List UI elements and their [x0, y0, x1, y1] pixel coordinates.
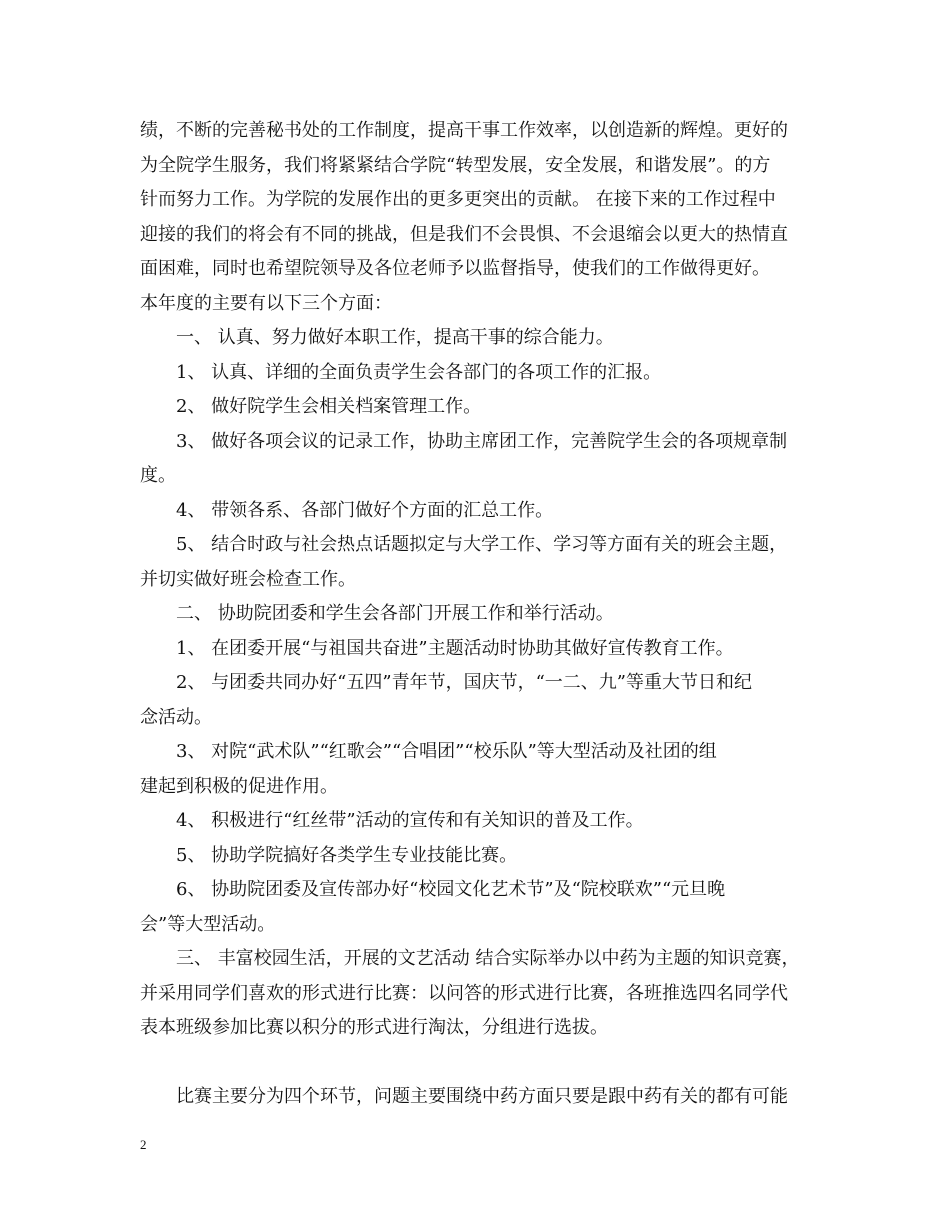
- text-line: 2、 做好院学生会相关档案管理工作。: [176, 396, 482, 417]
- text-line: 1、 认真、详细的全面负责学生会各部门的各项工作的汇报。: [176, 361, 662, 383]
- page-number: 2: [140, 1137, 147, 1152]
- text-line: 4、 带领各系、各部门做好个方面的汇总工作。: [176, 499, 554, 521]
- text-line: 二、 协助院团委和学生会各部门开展工作和举行活动。: [176, 603, 614, 624]
- text-line: 并采用同学们喜欢的形式进行比赛：以问答的形式进行比赛，各班推选四名同学代: [140, 982, 788, 1004]
- text-line: 表本班级参加比赛以积分的形式进行淘汰，分组进行选拔。: [140, 1017, 608, 1038]
- paragraph-spacer: [140, 1046, 820, 1081]
- text-line: 5、 结合时政与社会热点话题拟定与大学工作、学习等方面有关的班会主题，: [176, 534, 788, 555]
- text-line: 并切实做好班会检查工作。: [140, 568, 356, 590]
- text-line: 4、 积极进行“红丝带”活动的宣传和有关知识的普及工作。: [176, 810, 644, 831]
- text-line: 为全院学生服务，我们将紧紧结合学院“转型发展，安全发展，和谐发展”。的方: [140, 154, 771, 176]
- text-line: 1、 在团委开展“与祖国共奋进”主题活动时协助其做好宣传教育工作。: [176, 637, 734, 659]
- text-line: 针而努力工作。为学院的发展作出的更多更突出的贡献。 在接下来的工作过程中: [140, 189, 776, 210]
- text-line: 6、 协助院团委及宣传部办好“校园文化艺术节”及“院校联欢”“元旦晚: [176, 879, 726, 900]
- body-text: [140, 114, 820, 1115]
- text-line: 比赛主要分为四个环节，问题主要围绕中药方面只要是跟中药有关的都有可能: [176, 1086, 788, 1107]
- text-line: 本年度的主要有以下三个方面：: [140, 292, 392, 314]
- text-line: 2、 与团委共同办好“五四”青年节，国庆节，“一二、九”等重大节日和纪: [176, 672, 752, 693]
- text-line: 建起到积极的促进作用。: [140, 775, 338, 797]
- text-line: 迎接的我们的将会有不同的挑战，但是我们不会畏惧、不会退缩会以更大的热情直: [140, 223, 788, 245]
- text-line: 会”等大型活动。: [140, 913, 276, 935]
- text-line: 三、 丰富校园生活，开展的文艺活动 结合实际举办以中药为主题的知识竞赛，: [176, 948, 800, 969]
- text-line: 念活动。: [140, 706, 212, 728]
- text-line: 绩，不断的完善秘书处的工作制度，提高干事工作效率，以创造新的辉煌。更好的: [140, 120, 788, 141]
- text-line: 一、 认真、努力做好本职工作，提高干事的综合能力。: [176, 327, 614, 348]
- text-line: 3、 对院“武术队”“红歌会”“合唱团”“校乐队”等大型活动及社团的组: [176, 741, 717, 762]
- text-line: 度。: [140, 465, 176, 486]
- text-line: 面困难，同时也希望院领导及各位老师予以监督指导，使我们的工作做得更好。: [140, 258, 770, 279]
- text-line: 5、 协助学院搞好各类学生专业技能比赛。: [176, 844, 518, 866]
- text-line: 3、 做好各项会议的记录工作，协助主席团工作，完善院学生会的各项规章制: [176, 430, 788, 452]
